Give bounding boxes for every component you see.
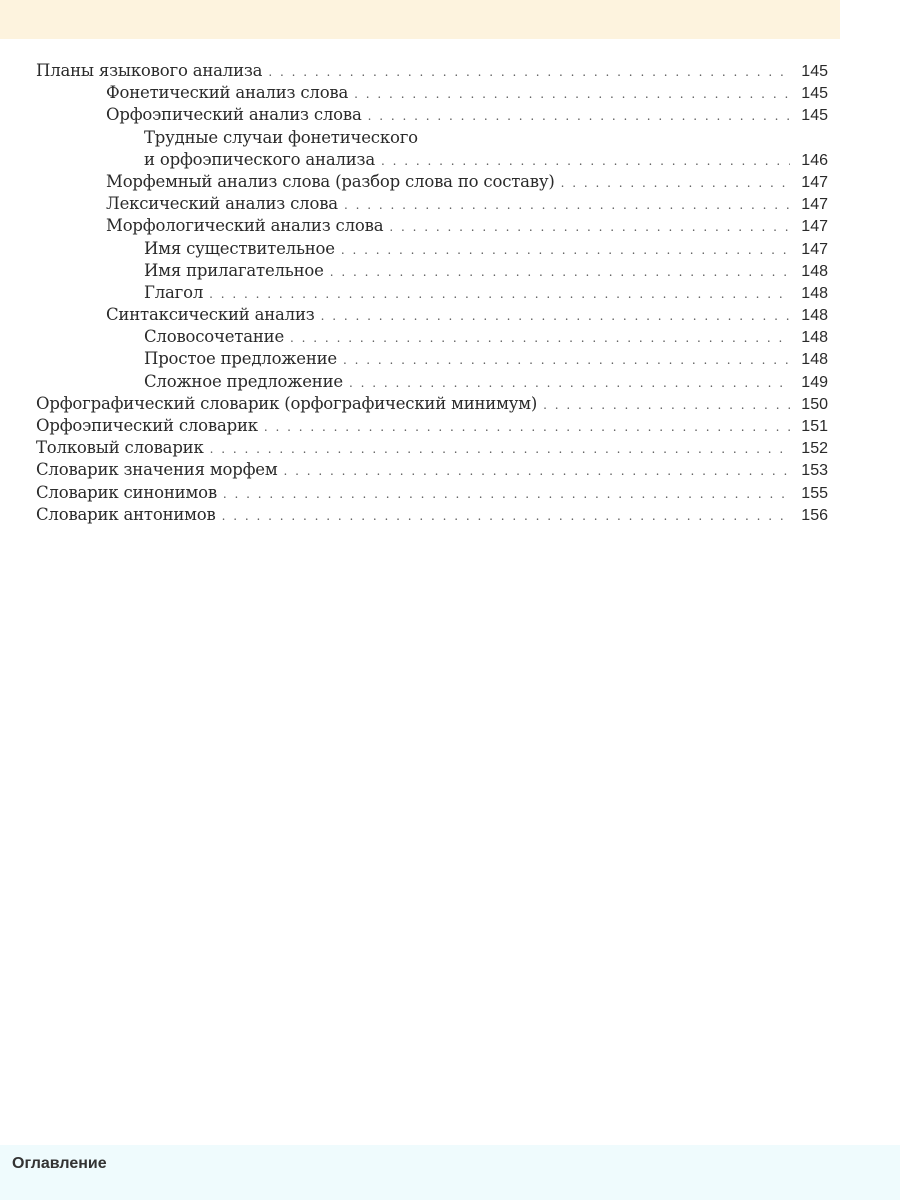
- table-of-contents: [36, 60, 828, 526]
- toc-entry[interactable]: [36, 348, 828, 370]
- toc-entry[interactable]: [36, 171, 828, 193]
- toc-entry-page: 145: [801, 63, 828, 80]
- toc-entry[interactable]: [36, 215, 828, 237]
- toc-entry-page: 148: [801, 329, 828, 347]
- toc-entry-title: Морфологический анализ слова: [106, 216, 384, 236]
- toc-entry-page: 148: [801, 351, 828, 369]
- toc-entry[interactable]: [36, 393, 828, 415]
- footer-section-title: Оглавление: [12, 1155, 107, 1172]
- dot-leader: [341, 239, 790, 261]
- toc-entry[interactable]: [36, 437, 828, 459]
- dot-leader: [210, 438, 790, 460]
- toc-entry-title: Планы языкового анализа: [36, 61, 263, 80]
- toc-entry[interactable]: [36, 304, 828, 326]
- header-band: [0, 0, 840, 39]
- toc-entry-page: 153: [801, 462, 828, 480]
- toc-entry-title: Глагол: [144, 282, 204, 302]
- toc-entry-title: Морфемный анализ слова (разбор слова по составу): [106, 171, 555, 191]
- dot-leader: [543, 394, 790, 416]
- toc-entry[interactable]: [36, 482, 828, 504]
- toc-entry-title: Простое предложение: [144, 349, 337, 369]
- dot-leader: [330, 261, 790, 283]
- dot-leader: [321, 305, 790, 327]
- dot-leader: [268, 61, 790, 83]
- dot-leader: [349, 372, 790, 394]
- toc-entry-page: 147: [801, 240, 828, 258]
- toc-entry[interactable]: [36, 60, 828, 82]
- toc-entry[interactable]: [36, 82, 828, 104]
- toc-entry-title: Сложное предложение: [144, 371, 343, 391]
- dot-leader: [381, 150, 790, 172]
- toc-entry-title: Орфоэпический анализ слова: [106, 105, 362, 125]
- dot-leader: [209, 283, 790, 305]
- toc-entry-title: и орфоэпического анализа: [144, 149, 375, 169]
- toc-entry[interactable]: [36, 260, 828, 282]
- dot-leader: [368, 105, 790, 127]
- toc-entry-title: Фонетический анализ слова: [106, 83, 349, 103]
- toc-entry-page: 145: [801, 107, 828, 125]
- toc-entry[interactable]: [36, 104, 828, 126]
- toc-entry-title: Имя существительное: [144, 238, 335, 258]
- dot-leader: [222, 505, 790, 527]
- toc-entry-title: Словарик антонимов: [36, 504, 216, 524]
- dot-leader: [561, 172, 790, 194]
- dot-leader: [283, 460, 790, 482]
- toc-entry-page: 148: [801, 262, 828, 280]
- toc-entry-page: 149: [801, 373, 828, 391]
- toc-entry-page: 146: [801, 151, 828, 169]
- toc-entry-page: 156: [801, 506, 828, 524]
- toc-entry-title: Орфоэпический словарик: [36, 416, 258, 435]
- toc-entry[interactable]: [36, 127, 828, 149]
- toc-entry[interactable]: [36, 326, 828, 348]
- toc-entry[interactable]: [36, 415, 828, 437]
- toc-entry[interactable]: [36, 238, 828, 260]
- toc-entry-title: Словарик значения морфем: [36, 460, 278, 480]
- dot-leader: [223, 483, 790, 505]
- dot-leader: [389, 216, 790, 238]
- dot-leader: [343, 349, 790, 371]
- toc-entry[interactable]: [36, 504, 828, 526]
- dot-leader: [354, 83, 790, 105]
- toc-entry[interactable]: [36, 459, 828, 481]
- toc-entry-page: 147: [801, 196, 828, 214]
- toc-entry-title: Толковый словарик: [36, 438, 204, 458]
- toc-entry-page: 152: [801, 440, 828, 458]
- toc-entry[interactable]: [36, 193, 828, 215]
- toc-entry-title: Лексический анализ слова: [106, 194, 338, 214]
- toc-entry[interactable]: [36, 371, 828, 393]
- dot-leader: [344, 194, 790, 216]
- toc-entry-page: 150: [801, 395, 828, 413]
- toc-entry[interactable]: [36, 282, 828, 304]
- toc-entry-page: 148: [801, 284, 828, 302]
- dot-leader: [264, 416, 790, 438]
- toc-entry-title: Трудные случаи фонетического: [144, 127, 418, 147]
- toc-entry-page: 145: [801, 85, 828, 103]
- toc-entry-title: Словосочетание: [144, 327, 285, 347]
- toc-entry[interactable]: [36, 149, 828, 171]
- toc-entry-title: Имя прилагательное: [144, 260, 324, 280]
- toc-entry-page: 151: [801, 418, 828, 435]
- toc-entry-page: 147: [801, 218, 828, 236]
- toc-entry-title: Синтаксический анализ: [106, 305, 315, 325]
- toc-entry-title: Словарик синонимов: [36, 482, 217, 502]
- toc-entry-page: 155: [801, 484, 828, 502]
- toc-entry-title: Орфографический словарик (орфографический минимум): [36, 393, 538, 413]
- toc-entry-page: 147: [801, 173, 828, 191]
- toc-entry-page: 148: [801, 307, 828, 325]
- dot-leader: [290, 327, 790, 349]
- footer-band: [0, 1145, 900, 1200]
